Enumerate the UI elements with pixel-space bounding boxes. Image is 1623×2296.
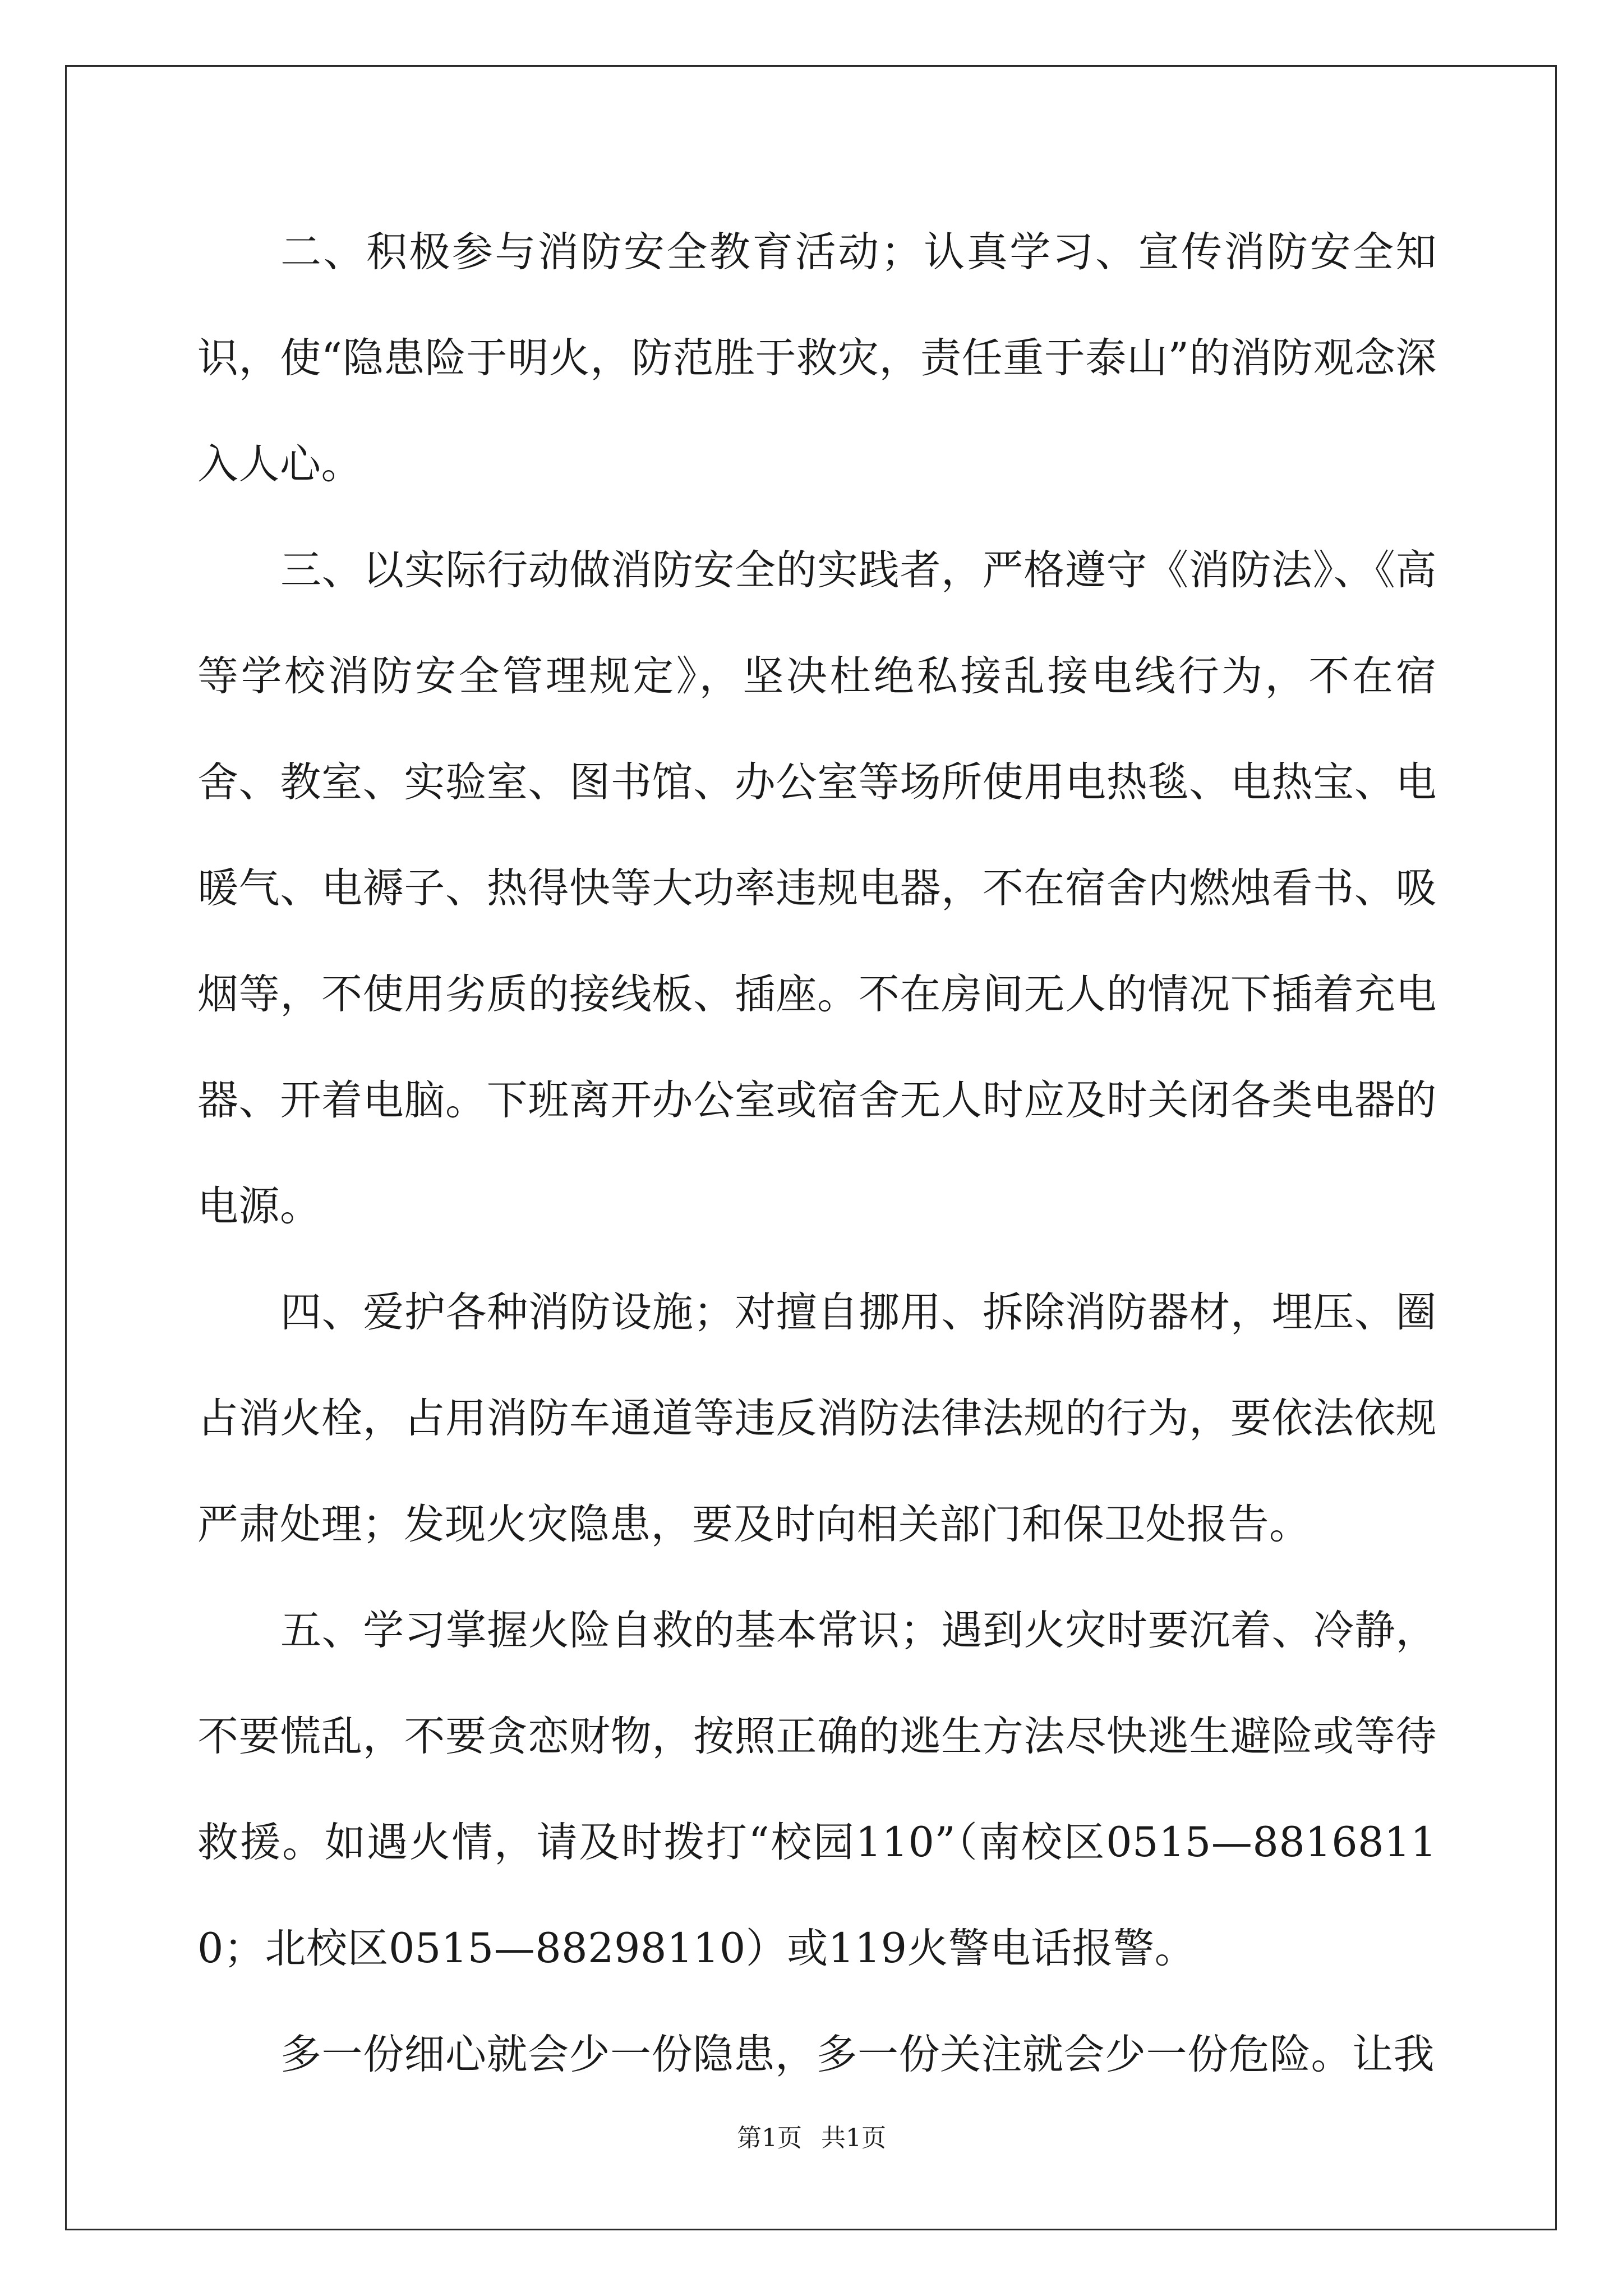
paragraph-5: 五、学习掌握火险自救的基本常识；遇到火灾时要沉着、冷静，不要慌乱，不要贪恋财物，按照正确的逃生方法尽快逃生避险或等待救援。如遇火情，请及时拨打“校园110”（南校区0515—88168110；北校区0515—88298110）或119火警电话报警。 [197,1607,1437,1972]
document-body [197,199,1437,2108]
paragraph-2: 二、积极参与消防安全教育活动；认真学习、宣传消防安全知识，使“隐患险于明火，防范胜于救灾，责任重于泰山”的消防观念深入人心。 [197,228,1437,488]
page-number: 第1页 [737,2124,802,2152]
page-total: 共1页 [821,2124,886,2152]
page-footer [0,2122,1623,2155]
paragraph-closing: 多一份细心就会少一份隐患，多一份关注就会少一份危险。让我 [280,2031,1435,2078]
paragraph-3: 三、以实际行动做消防安全的实践者，严格遵守《消防法》、《高等学校消防安全管理规定》，坚决杜绝私接乱接电线行为，不在宿舍、教室、实验室、图书馆、办公室等场所使用电热毯、电热宝、电暖气、电褥子、热得快等大功率违规电器，不在宿舍内燃烛看书、吸烟等，不使用劣质的接线板、插座。不在房间无人的情况下插着充电器、开着电脑。下班离开办公室或宿舍无人时应及时关闭各类电器的电源。 [197,546,1437,1230]
paragraph-4: 四、爱护各种消防设施；对擅自挪用、拆除消防器材，埋压、圈占消火栓，占用消防车通道等违反消防法律法规的行为，要依法依规严肃处理；发现火灾隐患，要及时向相关部门和保卫处报告。 [197,1289,1437,1548]
